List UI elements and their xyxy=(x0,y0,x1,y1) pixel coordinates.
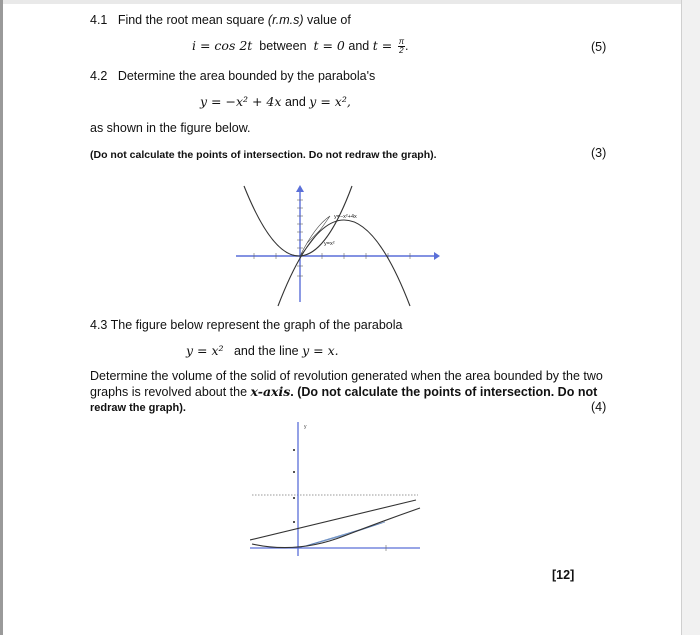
q41-text-tail: value of xyxy=(303,13,351,27)
q41-marks: (5) xyxy=(591,40,607,54)
q41-frac-den: 2 xyxy=(399,46,404,56)
q41-frac-num: π xyxy=(398,37,405,47)
page-left-border xyxy=(0,0,3,635)
q43-equation xyxy=(186,343,339,359)
q41-equation xyxy=(192,38,409,55)
q43-graph xyxy=(250,418,424,558)
q42-number: 4.2 xyxy=(90,69,108,83)
q43-eq-y: y = x² xyxy=(186,343,224,358)
q41-and: and xyxy=(348,39,370,53)
q42-eq-y2: y = x², xyxy=(309,94,351,109)
q43-body-2b: . (Do not calculate the points of intersection. Do not xyxy=(290,385,598,399)
q42-and: and xyxy=(284,95,306,109)
q42-marks: (3) xyxy=(591,146,607,160)
q42-equation xyxy=(200,94,351,110)
q41-fraction xyxy=(398,38,405,55)
q42-x-axis-arrow xyxy=(434,252,440,260)
q43-y-ticks xyxy=(293,449,295,523)
q43-body-line-3: redraw the graph). xyxy=(90,402,186,414)
q43-body-2a: graphs is revolved about the xyxy=(90,385,251,399)
q42-text: Determine the area bounded by the parabola's xyxy=(117,69,376,83)
q41-text: Find the root mean square xyxy=(117,13,268,27)
q43-intro: 4.3 The figure below represent the graph of the parabola xyxy=(90,318,403,332)
q43-body-axis: x-axis xyxy=(250,384,291,399)
total-marks: [12] xyxy=(552,568,575,582)
q42-line xyxy=(90,68,375,84)
q42-label-top: y=−x²+4x xyxy=(334,214,357,220)
page-top-border xyxy=(0,0,700,4)
q41-number: 4.1 xyxy=(90,13,108,27)
q43-eq-line: y = x. xyxy=(302,343,339,358)
q43-body xyxy=(90,368,650,416)
q43-y-axis-label: y xyxy=(304,424,307,430)
q43-line-y-equals-x xyxy=(250,500,416,540)
q41-line xyxy=(90,12,351,28)
q42-curve-parabola-down xyxy=(278,220,410,306)
q43-body-line-1: Determine the volume of the solid of revolution generated when the area bounded by the two xyxy=(90,369,603,383)
q41-eq-t1: t = xyxy=(372,38,393,53)
q43-marks: (4) xyxy=(591,400,607,414)
q41-rms: (r.m.s) xyxy=(267,13,304,27)
q42-graph xyxy=(234,180,440,308)
q42-label-bottom: y=x² xyxy=(324,241,335,247)
q42-shown: as shown in the figure below. xyxy=(90,121,251,135)
q41-frac-dot: . xyxy=(405,39,409,53)
q43-and-line: and the line xyxy=(233,344,299,358)
q42-note: (Do not calculate the points of intersection. Do not redraw the graph). xyxy=(90,149,437,161)
q41-between: between xyxy=(259,39,307,53)
q42-y-axis-arrow xyxy=(296,185,304,192)
q42-eq-y1: y = −x² + 4x xyxy=(200,94,282,109)
q43-body-line-2 xyxy=(90,384,650,400)
q41-eq-i: i = cos 2t xyxy=(192,38,253,53)
q43-curve-parabola xyxy=(252,508,420,548)
right-margin-strip xyxy=(681,0,700,635)
q41-eq-t0: t = 0 xyxy=(313,38,345,53)
